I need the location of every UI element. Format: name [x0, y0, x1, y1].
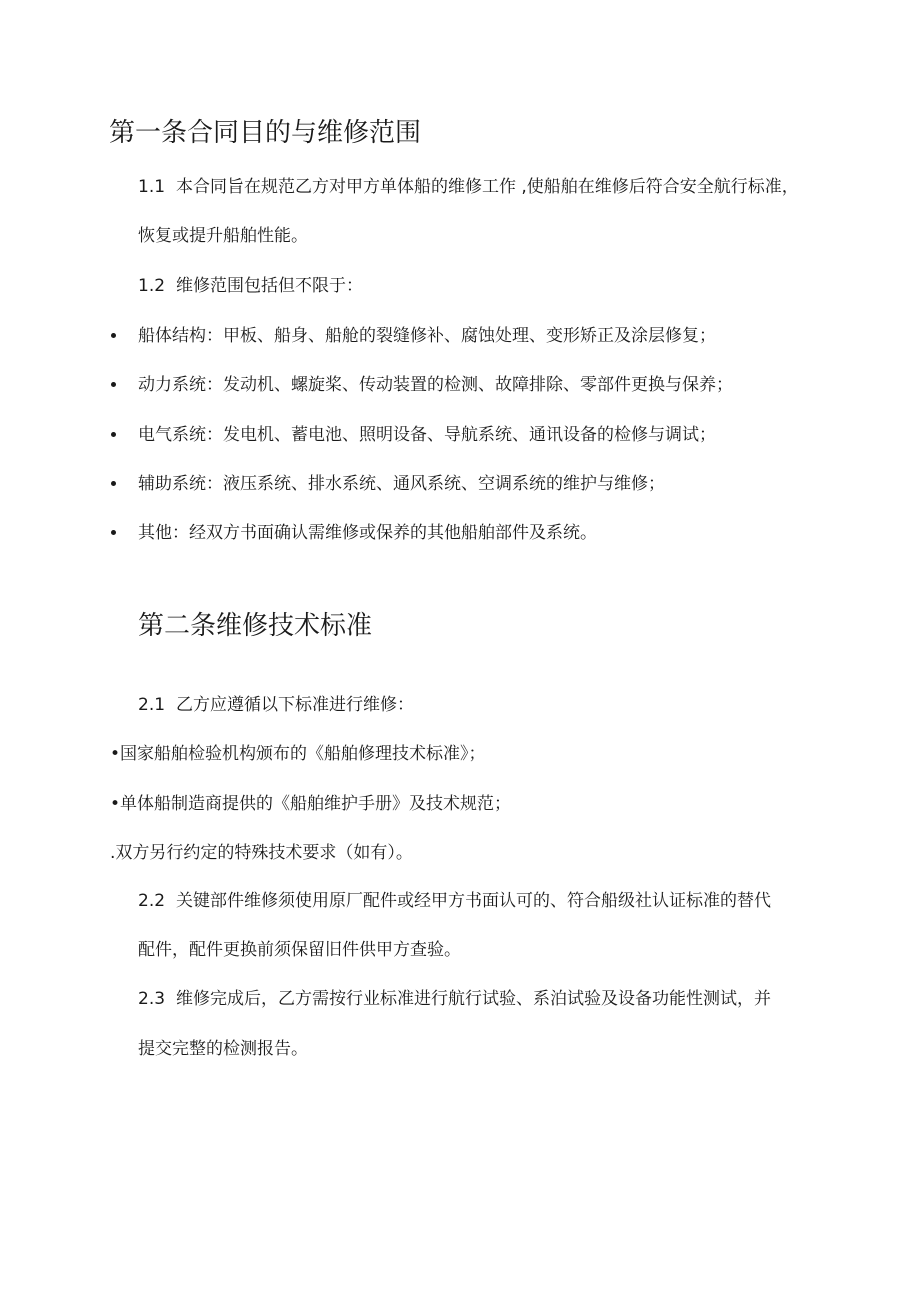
list-item: 电气系统：发电机、蓄电池、照明设备、导航系统、通讯设备的检修与调试； [138, 425, 716, 445]
clause-2-2-number: 2.2 [138, 891, 166, 911]
clause-1-1-number: 1.1 [138, 177, 166, 197]
bullet-icon [111, 382, 116, 387]
list-item: 动力系统：发动机、螺旋桨、传动装置的检测、故障排除、零部件更换与保养； [138, 375, 733, 395]
standard-item-1: •国家船舶检验机构颁布的《船舶修理技术标准》； [110, 744, 486, 764]
clause-2-2-line-2: 配件，配件更换前须保留旧件供甲方查验。 [138, 940, 461, 960]
section-2-heading: 第二条维修技术标准 [138, 611, 373, 641]
clause-2-1-text: 乙方应遵循以下标准进行维修： [176, 695, 414, 715]
list-item: 船体结构：甲板、船身、船舱的裂缝修补、腐蚀处理、变形矫正及涂层修复； [138, 326, 716, 346]
list-item: 其他：经双方书面确认需维修或保养的其他船舶部件及系统。 [138, 523, 597, 543]
clause-1-2-number: 1.2 [138, 276, 166, 296]
clause-1-1-line-2: 恢复或提升船舶性能。 [138, 226, 308, 246]
standard-item-2: •单体船制造商提供的《船舶维护手册》及技术规范； [110, 794, 512, 814]
clause-2-2-line-1: 关键部件维修须使用原厂配件或经甲方书面认可的、符合船级社认证标准的替代 [176, 891, 771, 911]
clause-2-3-number: 2.3 [138, 989, 166, 1009]
clause-2-1-number: 2.1 [138, 695, 166, 715]
standard-item-3: .双方另行约定的特殊技术要求（如有）。 [110, 843, 413, 863]
clause-1-2-text: 维修范围包括但不限于： [176, 276, 363, 296]
bullet-icon [111, 333, 116, 338]
clause-2-3-line-1: 维修完成后，乙方需按行业标准进行航行试验、系泊试验及设备功能性测试，并 [176, 989, 771, 1009]
bullet-icon [111, 432, 116, 437]
section-1-heading: 第一条合同目的与维修范围 [109, 118, 422, 148]
clause-2-3-line-2: 提交完整的检测报告。 [138, 1039, 308, 1059]
list-item: 辅助系统：液压系统、排水系统、通风系统、空调系统的维护与维修； [138, 474, 665, 494]
bullet-icon [111, 530, 116, 535]
clause-1-1-line-1: 本合同旨在规范乙方对甲方单体船的维修工作 ,使船舶在维修后符合安全航行标准， [176, 177, 799, 197]
bullet-icon [111, 481, 116, 486]
